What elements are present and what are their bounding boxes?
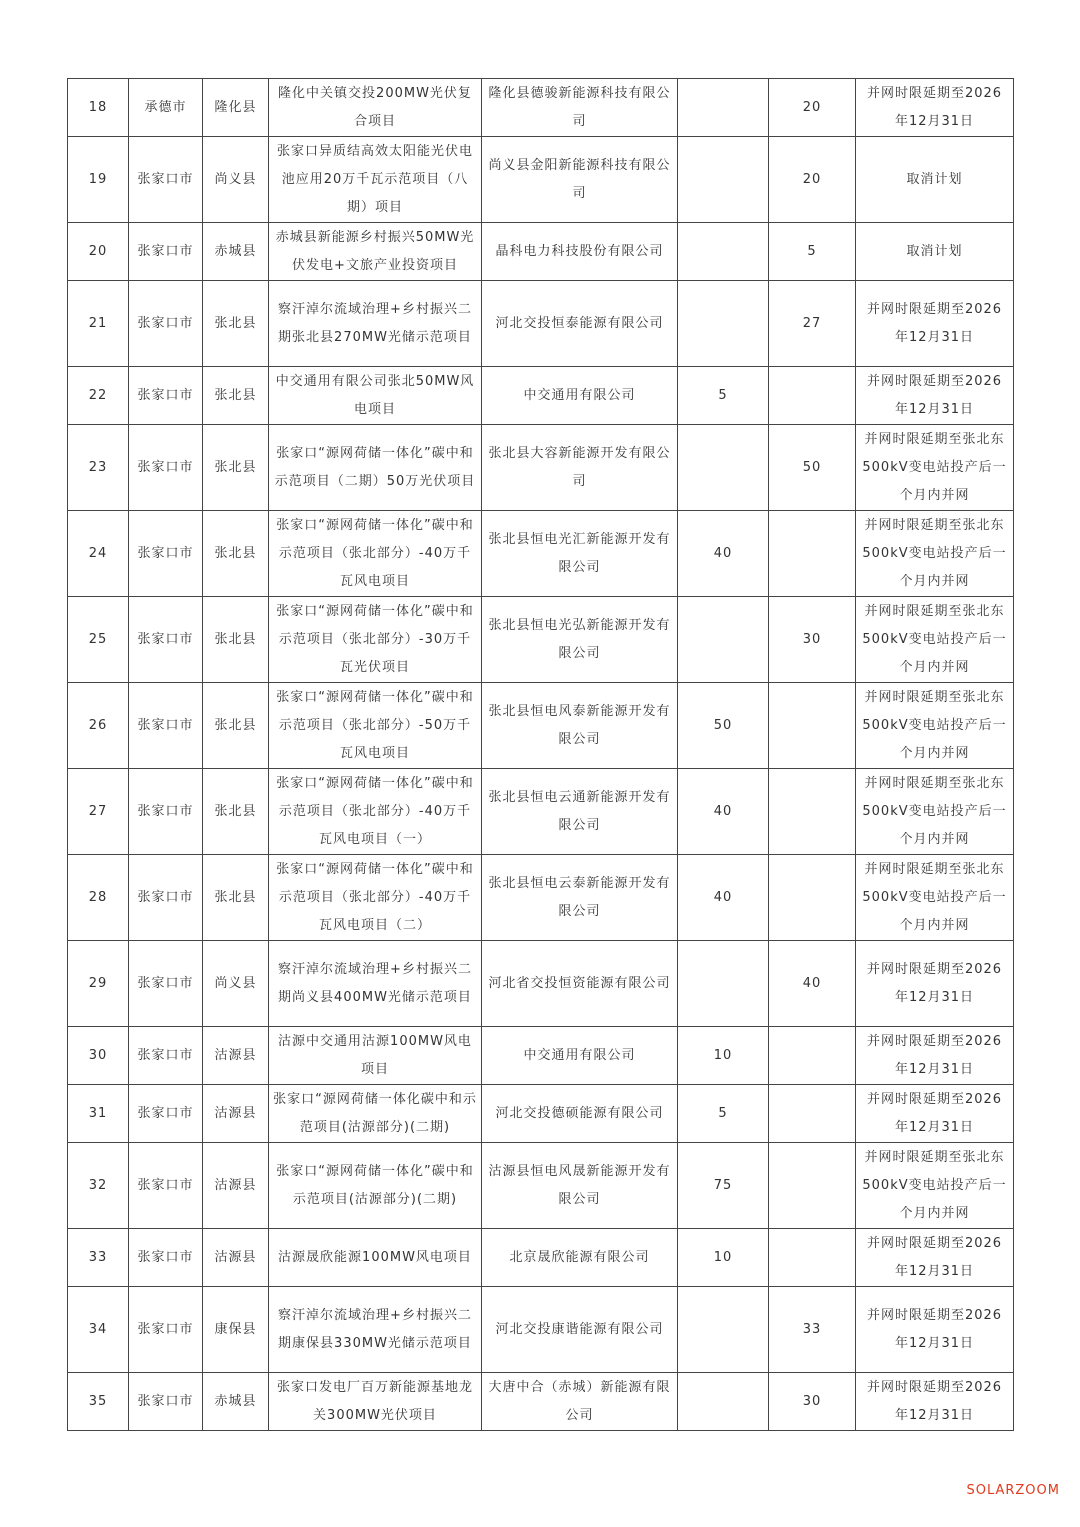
row-number-cell: 23	[68, 425, 129, 511]
company-cell: 中交通用有限公司	[482, 367, 678, 425]
solar-capacity-cell: 27	[769, 281, 856, 367]
solar-capacity-cell: 20	[769, 79, 856, 137]
row-number-cell: 25	[68, 597, 129, 683]
wind-capacity-cell: 5	[678, 367, 769, 425]
county-cell: 张北县	[203, 683, 269, 769]
solar-capacity-cell	[769, 855, 856, 941]
table-row	[68, 137, 1014, 223]
county-cell: 张北县	[203, 425, 269, 511]
county-cell: 赤城县	[203, 1373, 269, 1431]
city-cell: 张家口市	[129, 1027, 203, 1085]
city-cell: 张家口市	[129, 1287, 203, 1373]
county-cell: 张北县	[203, 281, 269, 367]
project-name-cell: 张家口“源网荷储一体化”碳中和示范项目（张北部分）-50万千瓦风电项目	[269, 683, 482, 769]
wind-capacity-cell	[678, 597, 769, 683]
project-name-cell: 中交通用有限公司张北50MW风电项目	[269, 367, 482, 425]
wind-capacity-cell: 75	[678, 1143, 769, 1229]
row-number-cell: 18	[68, 79, 129, 137]
company-cell: 张北县大容新能源开发有限公司	[482, 425, 678, 511]
project-name-cell: 张家口异质结高效太阳能光伏电池应用20万千瓦示范项目（八期）项目	[269, 137, 482, 223]
remark-cell: 并网时限延期至2026年12月31日	[856, 1085, 1014, 1143]
remark-cell: 并网时限延期至张北东500kV变电站投产后一个月内并网	[856, 1143, 1014, 1229]
county-cell: 张北县	[203, 855, 269, 941]
remark-cell: 并网时限延期至张北东500kV变电站投产后一个月内并网	[856, 769, 1014, 855]
project-name-cell: 张家口“源网荷储一体化”碳中和示范项目(沽源部分)(二期)	[269, 1143, 482, 1229]
city-cell: 张家口市	[129, 597, 203, 683]
row-number-cell: 30	[68, 1027, 129, 1085]
company-cell: 河北交投恒泰能源有限公司	[482, 281, 678, 367]
company-cell: 尚义县金阳新能源科技有限公司	[482, 137, 678, 223]
company-cell: 北京晟欣能源有限公司	[482, 1229, 678, 1287]
table-row	[68, 511, 1014, 597]
remark-cell: 取消计划	[856, 137, 1014, 223]
row-number-cell: 28	[68, 855, 129, 941]
county-cell: 沽源县	[203, 1143, 269, 1229]
wind-capacity-cell: 40	[678, 769, 769, 855]
city-cell: 张家口市	[129, 281, 203, 367]
company-cell: 中交通用有限公司	[482, 1027, 678, 1085]
project-name-cell: 隆化中关镇交投200MW光伏复合项目	[269, 79, 482, 137]
row-number-cell: 24	[68, 511, 129, 597]
solar-capacity-cell	[769, 367, 856, 425]
wind-capacity-cell	[678, 1287, 769, 1373]
remark-cell: 并网时限延期至2026年12月31日	[856, 1229, 1014, 1287]
table-row	[68, 1085, 1014, 1143]
solar-capacity-cell: 20	[769, 137, 856, 223]
table-row	[68, 1373, 1014, 1431]
company-cell: 张北县恒电光汇新能源开发有限公司	[482, 511, 678, 597]
solar-capacity-cell	[769, 1229, 856, 1287]
company-cell: 隆化县德骏新能源科技有限公司	[482, 79, 678, 137]
county-cell: 尚义县	[203, 137, 269, 223]
table-row	[68, 941, 1014, 1027]
company-cell: 河北省交投恒资能源有限公司	[482, 941, 678, 1027]
solar-capacity-cell	[769, 683, 856, 769]
company-cell: 沽源县恒电风晟新能源开发有限公司	[482, 1143, 678, 1229]
solar-capacity-cell: 33	[769, 1287, 856, 1373]
county-cell: 康保县	[203, 1287, 269, 1373]
company-cell: 张北县恒电云泰新能源开发有限公司	[482, 855, 678, 941]
project-name-cell: 察汗淖尔流域治理+乡村振兴二期康保县330MW光储示范项目	[269, 1287, 482, 1373]
city-cell: 张家口市	[129, 511, 203, 597]
city-cell: 张家口市	[129, 1373, 203, 1431]
wind-capacity-cell	[678, 941, 769, 1027]
company-cell: 河北交投康谐能源有限公司	[482, 1287, 678, 1373]
city-cell: 张家口市	[129, 1143, 203, 1229]
wind-capacity-cell: 5	[678, 1085, 769, 1143]
remark-cell: 并网时限延期至2026年12月31日	[856, 281, 1014, 367]
solar-capacity-cell	[769, 511, 856, 597]
table-row	[68, 281, 1014, 367]
county-cell: 沽源县	[203, 1027, 269, 1085]
watermark-logo: SOLARZOOM	[966, 1483, 1060, 1498]
city-cell: 张家口市	[129, 223, 203, 281]
solar-capacity-cell	[769, 1143, 856, 1229]
solar-capacity-cell: 40	[769, 941, 856, 1027]
project-name-cell: 张家口“源网荷储一体化”碳中和示范项目（张北部分）-40万千瓦风电项目（二）	[269, 855, 482, 941]
project-name-cell: 沽源晟欣能源100MW风电项目	[269, 1229, 482, 1287]
row-number-cell: 27	[68, 769, 129, 855]
remark-cell: 并网时限延期至2026年12月31日	[856, 1287, 1014, 1373]
city-cell: 承德市	[129, 79, 203, 137]
project-name-cell: 赤城县新能源乡村振兴50MW光伏发电+文旅产业投资项目	[269, 223, 482, 281]
remark-cell: 并网时限延期至2026年12月31日	[856, 941, 1014, 1027]
table-row	[68, 425, 1014, 511]
row-number-cell: 19	[68, 137, 129, 223]
table-row	[68, 1027, 1014, 1085]
table-body	[68, 79, 1014, 1431]
table-row	[68, 223, 1014, 281]
remark-cell: 并网时限延期至张北东500kV变电站投产后一个月内并网	[856, 511, 1014, 597]
company-cell: 大唐中合（赤城）新能源有限公司	[482, 1373, 678, 1431]
solar-capacity-cell: 50	[769, 425, 856, 511]
project-name-cell: 察汗淖尔流域治理+乡村振兴二期尚义县400MW光储示范项目	[269, 941, 482, 1027]
row-number-cell: 33	[68, 1229, 129, 1287]
solar-capacity-cell: 5	[769, 223, 856, 281]
city-cell: 张家口市	[129, 1229, 203, 1287]
remark-cell: 并网时限延期至张北东500kV变电站投产后一个月内并网	[856, 683, 1014, 769]
row-number-cell: 20	[68, 223, 129, 281]
row-number-cell: 34	[68, 1287, 129, 1373]
company-cell: 张北县恒电云通新能源开发有限公司	[482, 769, 678, 855]
row-number-cell: 26	[68, 683, 129, 769]
wind-capacity-cell: 40	[678, 855, 769, 941]
remark-cell: 并网时限延期至张北东500kV变电站投产后一个月内并网	[856, 597, 1014, 683]
city-cell: 张家口市	[129, 1085, 203, 1143]
county-cell: 尚义县	[203, 941, 269, 1027]
city-cell: 张家口市	[129, 683, 203, 769]
wind-capacity-cell	[678, 425, 769, 511]
wind-capacity-cell	[678, 137, 769, 223]
solar-capacity-cell: 30	[769, 1373, 856, 1431]
table-row	[68, 1287, 1014, 1373]
row-number-cell: 22	[68, 367, 129, 425]
company-cell: 河北交投德硕能源有限公司	[482, 1085, 678, 1143]
wind-capacity-cell: 10	[678, 1229, 769, 1287]
row-number-cell: 35	[68, 1373, 129, 1431]
solar-capacity-cell	[769, 1085, 856, 1143]
company-cell: 晶科电力科技股份有限公司	[482, 223, 678, 281]
solar-capacity-cell	[769, 769, 856, 855]
company-cell: 张北县恒电光弘新能源开发有限公司	[482, 597, 678, 683]
remark-cell: 取消计划	[856, 223, 1014, 281]
city-cell: 张家口市	[129, 769, 203, 855]
wind-capacity-cell	[678, 79, 769, 137]
remark-cell: 并网时限延期至2026年12月31日	[856, 367, 1014, 425]
solar-capacity-cell	[769, 1027, 856, 1085]
table-row	[68, 1143, 1014, 1229]
remark-cell: 并网时限延期至张北东500kV变电站投产后一个月内并网	[856, 425, 1014, 511]
solar-capacity-cell: 30	[769, 597, 856, 683]
county-cell: 张北县	[203, 367, 269, 425]
remark-cell: 并网时限延期至2026年12月31日	[856, 1373, 1014, 1431]
table-row	[68, 597, 1014, 683]
city-cell: 张家口市	[129, 941, 203, 1027]
project-name-cell: 沽源中交通用沽源100MW风电项目	[269, 1027, 482, 1085]
city-cell: 张家口市	[129, 137, 203, 223]
wind-capacity-cell: 50	[678, 683, 769, 769]
city-cell: 张家口市	[129, 855, 203, 941]
project-name-cell: 张家口“源网荷储一体化”碳中和示范项目（张北部分）-40万千瓦风电项目	[269, 511, 482, 597]
county-cell: 张北县	[203, 511, 269, 597]
wind-capacity-cell	[678, 223, 769, 281]
project-name-cell: 张家口“源网荷储一体化”碳中和示范项目（张北部分）-40万千瓦风电项目（一）	[269, 769, 482, 855]
remark-cell: 并网时限延期至2026年12月31日	[856, 1027, 1014, 1085]
remark-cell: 并网时限延期至2026年12月31日	[856, 79, 1014, 137]
table-row	[68, 79, 1014, 137]
project-table	[67, 78, 1014, 1431]
project-name-cell: 张家口“源网荷储一体化”碳中和示范项目（张北部分）-30万千瓦光伏项目	[269, 597, 482, 683]
wind-capacity-cell	[678, 1373, 769, 1431]
row-number-cell: 29	[68, 941, 129, 1027]
county-cell: 隆化县	[203, 79, 269, 137]
wind-capacity-cell	[678, 281, 769, 367]
county-cell: 张北县	[203, 769, 269, 855]
table-row	[68, 1229, 1014, 1287]
county-cell: 赤城县	[203, 223, 269, 281]
table-row	[68, 367, 1014, 425]
project-name-cell: 察汗淖尔流域治理+乡村振兴二期张北县270MW光储示范项目	[269, 281, 482, 367]
table-row	[68, 855, 1014, 941]
county-cell: 张北县	[203, 597, 269, 683]
row-number-cell: 21	[68, 281, 129, 367]
row-number-cell: 32	[68, 1143, 129, 1229]
remark-cell: 并网时限延期至张北东500kV变电站投产后一个月内并网	[856, 855, 1014, 941]
company-cell: 张北县恒电风泰新能源开发有限公司	[482, 683, 678, 769]
wind-capacity-cell: 10	[678, 1027, 769, 1085]
wind-capacity-cell: 40	[678, 511, 769, 597]
project-name-cell: 张家口发电厂百万新能源基地龙关300MW光伏项目	[269, 1373, 482, 1431]
city-cell: 张家口市	[129, 367, 203, 425]
row-number-cell: 31	[68, 1085, 129, 1143]
table-row	[68, 683, 1014, 769]
county-cell: 沽源县	[203, 1229, 269, 1287]
county-cell: 沽源县	[203, 1085, 269, 1143]
project-name-cell: 张家口“源网荷储一体化碳中和示范项目(沽源部分)(二期)	[269, 1085, 482, 1143]
city-cell: 张家口市	[129, 425, 203, 511]
table-row	[68, 769, 1014, 855]
project-name-cell: 张家口“源网荷储一体化”碳中和示范项目（二期）50万光伏项目	[269, 425, 482, 511]
